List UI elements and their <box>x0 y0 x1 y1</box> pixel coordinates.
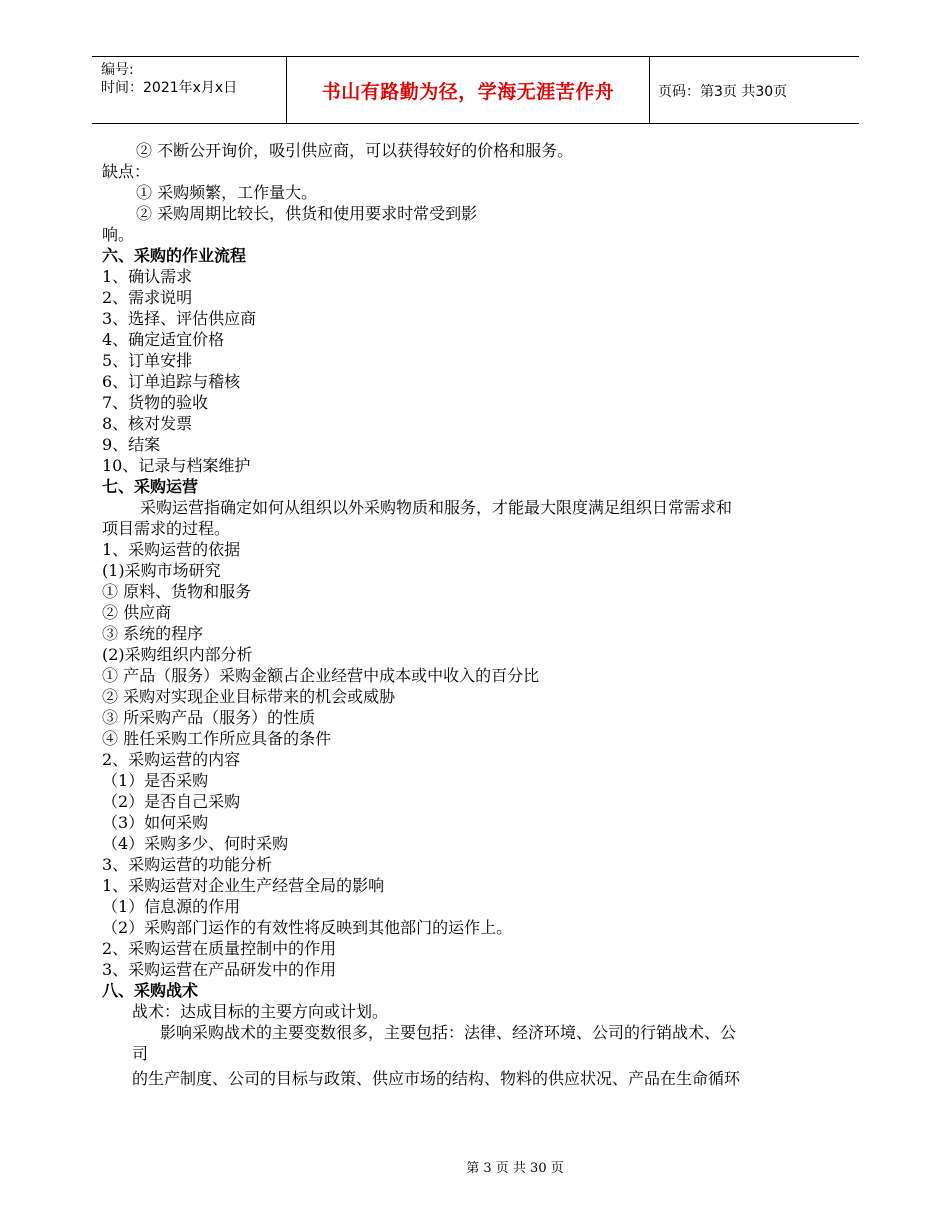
text-line: 缺点： <box>102 162 151 181</box>
list-item: ① 原料、货物和服务 <box>102 582 252 601</box>
header-meta <box>101 61 237 97</box>
paragraph-line: 项目需求的过程。 <box>102 519 231 538</box>
list-item: ② 供应商 <box>102 603 172 622</box>
header-divider <box>649 57 650 123</box>
list-item: 3、采购运营在产品研发中的作用 <box>102 960 337 979</box>
list-item: ② 采购对实现企业目标带来的机会或威胁 <box>102 687 396 706</box>
list-item: (2)采购组织内部分析 <box>102 645 253 664</box>
page-header <box>92 56 859 124</box>
list-item: 7、货物的验收 <box>102 393 209 412</box>
section-heading: 六、采购的作业流程 <box>102 246 247 265</box>
list-item: 4、确定适宜价格 <box>102 330 225 349</box>
list-item: 2、采购运营的内容 <box>102 750 241 769</box>
section-heading: 七、采购运营 <box>102 477 199 496</box>
document-date: 时间：2021年x月x日 <box>101 80 238 96</box>
list-item: （4）采购多少、何时采购 <box>102 834 289 853</box>
page-footer: 第 3 页 共 30 页 <box>466 1161 564 1176</box>
text-line: ② 不断公开询价，吸引供应商，可以获得较好的价格和服务。 <box>136 141 574 160</box>
paragraph-line: 战术：达成目标的主要方向或计划。 <box>132 1002 389 1021</box>
header-page-number: 页码：第3页 共30页 <box>658 84 788 100</box>
list-item: （2）是否自己采购 <box>102 792 241 811</box>
paragraph-line: 的生产制度、公司的目标与政策、供应市场的结构、物料的供应状况、产品在生命循环 <box>132 1069 741 1088</box>
list-item: 9、结案 <box>102 435 161 454</box>
list-item: 1、采购运营对企业生产经营全局的影响 <box>102 876 385 895</box>
paragraph-line: 影响采购战术的主要变数很多，主要包括：法律、经济环境、公司的行销战术、公 <box>160 1023 737 1042</box>
list-item: ④ 胜任采购工作所应具备的条件 <box>102 729 332 748</box>
list-item: 6、订单追踪与稽核 <box>102 372 241 391</box>
paragraph-line: 采购运营指确定如何从组织以外采购物质和服务，才能最大限度满足组织日常需求和 <box>140 498 733 517</box>
list-item: (1)采购市场研究 <box>102 561 221 580</box>
list-item: 1、采购运营的依据 <box>102 540 241 559</box>
text-line: ② 采购周期比较长，供货和使用要求时常受到影 <box>136 204 478 223</box>
list-item: ③ 系统的程序 <box>102 624 204 643</box>
paragraph-line: 司 <box>132 1044 149 1063</box>
list-item: （3）如何采购 <box>102 813 209 832</box>
list-item: （1）信息源的作用 <box>102 897 241 916</box>
list-item: 10、记录与档案维护 <box>102 456 251 475</box>
list-item: （2）采购部门运作的有效性将反映到其他部门的运作上。 <box>102 918 513 937</box>
list-item: ③ 所采购产品（服务）的性质 <box>102 708 316 727</box>
document-body <box>102 140 842 1089</box>
list-item: ① 产品（服务）采购金额占企业经营中成本或中收入的百分比 <box>102 666 540 685</box>
list-item: 1、确认需求 <box>102 267 193 286</box>
section-heading: 八、采购战术 <box>102 981 199 1000</box>
document-number-label: 编号: <box>101 62 134 78</box>
text-line: ① 采购频繁，工作量大。 <box>136 183 318 202</box>
list-item: 2、采购运营在质量控制中的作用 <box>102 939 337 958</box>
list-item: 5、订单安排 <box>102 351 193 370</box>
text-line: 响。 <box>102 225 135 244</box>
list-item: 2、需求说明 <box>102 288 193 307</box>
list-item: （1）是否采购 <box>102 771 209 790</box>
list-item: 3、采购运营的功能分析 <box>102 855 273 874</box>
header-motto: 书山有路勤为径，学海无涯苦作舟 <box>321 81 615 103</box>
list-item: 3、选择、评估供应商 <box>102 309 257 328</box>
list-item: 8、核对发票 <box>102 414 193 433</box>
